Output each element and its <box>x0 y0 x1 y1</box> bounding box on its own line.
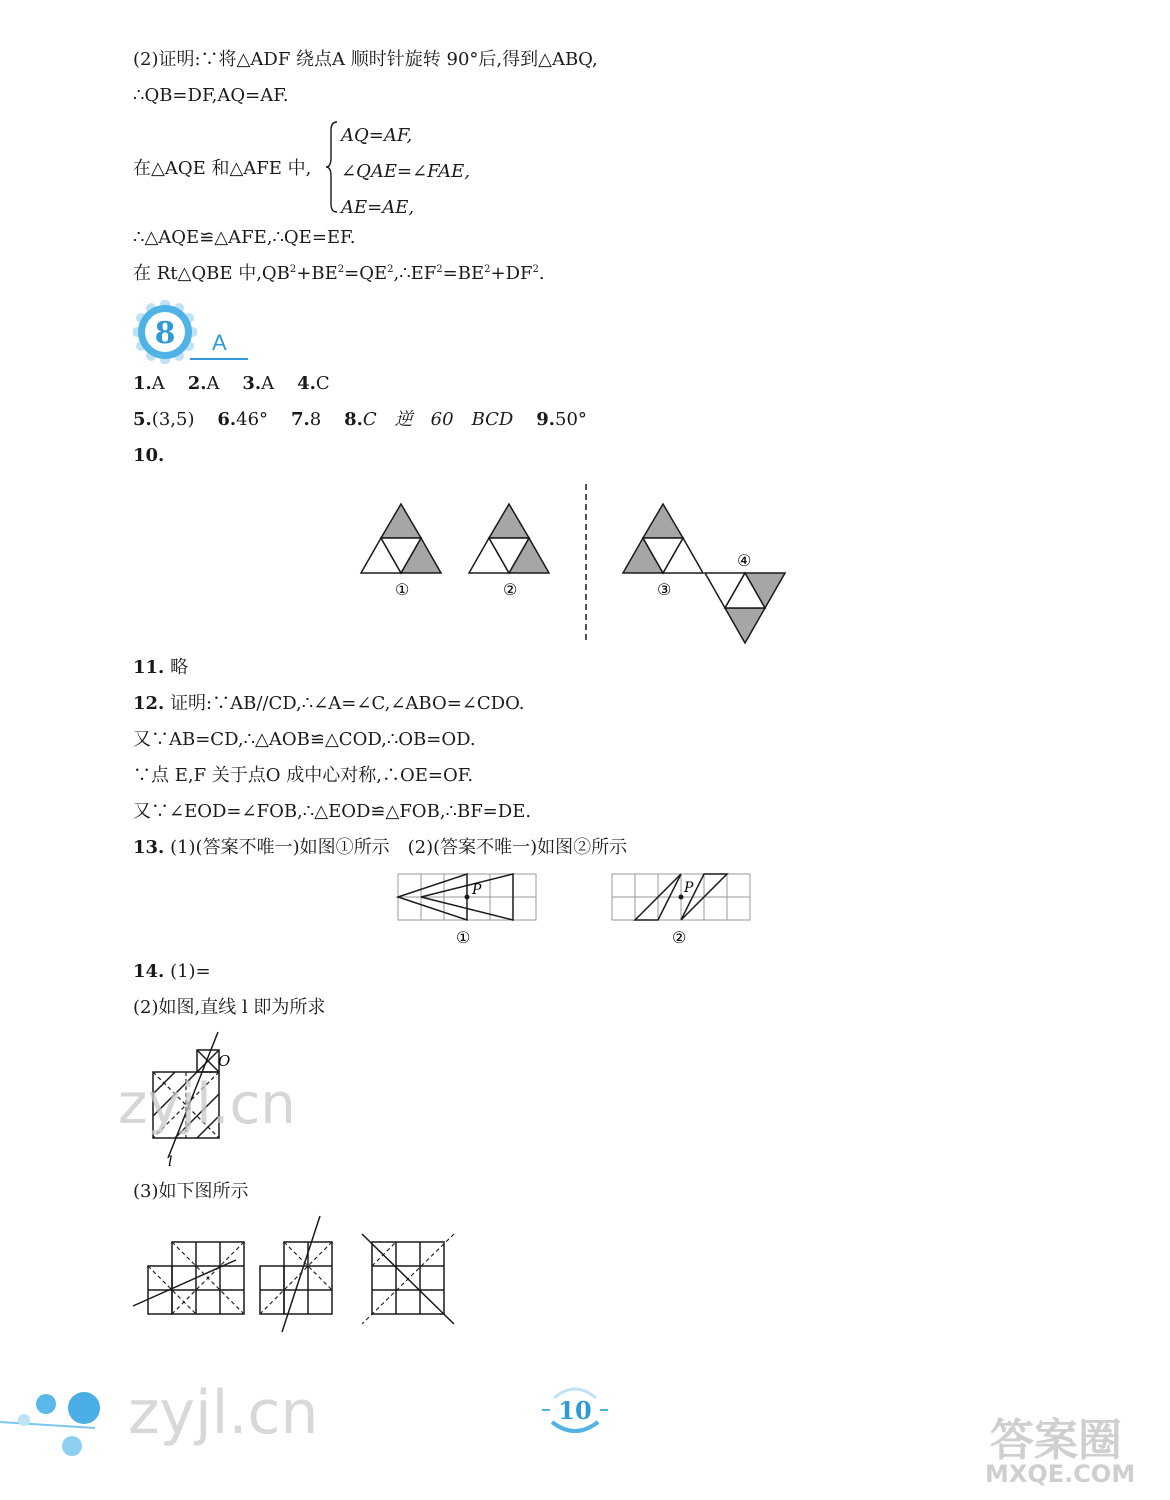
q-num: 9. <box>536 409 556 430</box>
fig-label: ① <box>395 580 410 599</box>
q10-figure <box>355 482 795 652</box>
point-p <box>679 895 684 900</box>
text: ,∴EF <box>393 263 437 284</box>
exponent: 2 <box>387 264 394 275</box>
q-num: 1. <box>133 373 152 394</box>
q-num: 2. <box>187 373 207 394</box>
shaded-triangle <box>725 608 765 643</box>
q-num: 7. <box>290 409 310 430</box>
grid-shape-2 <box>260 1216 332 1332</box>
q10-number <box>133 444 164 468</box>
q-num: 13. <box>133 837 165 858</box>
text: . <box>538 263 545 284</box>
q12-line-1 <box>133 692 525 716</box>
exponent: 2 <box>289 264 297 275</box>
shaded-triangle <box>381 504 421 538</box>
q14-2: (2)如图,直线 l 即为所求 <box>133 997 326 1018</box>
line-label-l: l <box>168 1154 173 1170</box>
fig-label: ② <box>672 928 687 947</box>
q-answer: C <box>315 373 330 394</box>
q14-3: (3)如下图所示 <box>133 1181 249 1202</box>
q-answer: 略 <box>170 657 189 678</box>
answers-row-1 <box>133 372 330 396</box>
system-row: AE=AE, <box>341 197 415 218</box>
q-num: 14. <box>133 961 165 982</box>
q-answer: 8 <box>309 409 322 430</box>
answers-row-2 <box>133 408 587 432</box>
q14-3-figure <box>130 1212 470 1332</box>
text: =BE <box>442 263 485 284</box>
q-text: 证明:∵AB//CD,∴∠A=∠C,∠ABO=∠CDO. <box>170 693 525 714</box>
q-num: 3. <box>242 373 262 394</box>
q12-line-3: ∵点 E,F 关于点O 成中心对称,∴OE=OF. <box>133 765 474 786</box>
system-row: AQ=AF, <box>341 125 413 146</box>
q13 <box>133 836 627 860</box>
system-row: ∠QAE=∠FAE, <box>341 161 470 182</box>
q-answer: A <box>261 373 275 394</box>
q-answer: A <box>151 373 165 394</box>
proof-line-4: ∴△AQE≌△AFE,∴QE=EF. <box>133 227 356 248</box>
page-number-badge <box>540 1380 610 1440</box>
exponent: 2 <box>436 264 443 275</box>
q13-figure <box>396 870 756 950</box>
q-answer: 46° <box>236 409 269 430</box>
proof-line-1: (2)证明:∵将△ADF 绕点A 顺时针旋转 90°后,得到△ABQ, <box>133 49 598 70</box>
watermark-logo: zyjl.cn <box>128 1378 319 1448</box>
shaded-triangle <box>643 504 683 538</box>
q-num: 10. <box>133 445 165 466</box>
text: =QE <box>344 263 388 284</box>
point-label-o: O <box>218 1052 231 1070</box>
q-num: 6. <box>217 409 237 430</box>
watermark-center: zyjl.cn <box>118 1072 296 1137</box>
exponent: 2 <box>337 264 345 275</box>
q-num: 8. <box>344 409 363 430</box>
q-num: 12. <box>133 693 165 714</box>
q-text: (1)(答案不唯一)如图①所示 (2)(答案不唯一)如图②所示 <box>170 837 628 858</box>
fig-label: ③ <box>657 580 672 599</box>
grid-shape-1 <box>133 1242 244 1314</box>
q-answer: (1)= <box>170 961 211 982</box>
point-label: P <box>472 882 482 898</box>
exponent: 2 <box>532 264 539 275</box>
exponent: 2 <box>484 264 491 275</box>
system-label: 在△AQE 和△AFE 中, <box>133 158 312 179</box>
q-answer: (3,5) <box>151 409 195 430</box>
q-answer: 50° <box>555 409 587 430</box>
left-brace-icon <box>325 120 339 214</box>
q-answer: A <box>206 373 220 394</box>
q-num: 5. <box>133 409 152 430</box>
proof-line-5 <box>133 262 545 286</box>
q-answer: C 逆 60 BCD <box>362 409 514 430</box>
q-num: 11. <box>133 657 165 678</box>
watermark-answer-logo: 答案圈 <box>990 1415 1122 1466</box>
section-number: 8 <box>154 316 176 351</box>
q14-1 <box>133 960 211 984</box>
q11 <box>133 656 188 680</box>
section-underline <box>190 358 248 360</box>
text: 在 Rt△QBE 中,QB <box>133 263 290 284</box>
q-num: 4. <box>297 373 316 394</box>
bubbles-decoration-icon <box>0 1390 110 1460</box>
q12-line-2: 又∵AB=CD,∴△AOB≌△COD,∴OB=OD. <box>133 729 476 750</box>
q12-line-4: 又∵∠EOD=∠FOB,∴△EOD≌△FOB,∴BF=DE. <box>133 801 532 822</box>
proof-line-2: ∴QB=DF,AQ=AF. <box>133 85 289 106</box>
text: +BE <box>296 263 338 284</box>
equation-system <box>133 118 553 218</box>
section-letter: A <box>212 330 227 355</box>
point-label: P <box>684 880 694 896</box>
fig-label: ② <box>503 580 518 599</box>
fig-label: ① <box>456 928 471 947</box>
text: +DF <box>490 263 533 284</box>
watermark-site: MXQE.COM <box>985 1460 1136 1488</box>
shaded-triangle <box>489 504 529 538</box>
fig-label: ④ <box>737 551 752 570</box>
system-rows <box>341 118 470 226</box>
section-badge-icon <box>133 300 197 364</box>
point-p <box>465 895 470 900</box>
page-number: 10 <box>558 1396 592 1425</box>
dashed-lines-2 <box>260 1242 332 1314</box>
